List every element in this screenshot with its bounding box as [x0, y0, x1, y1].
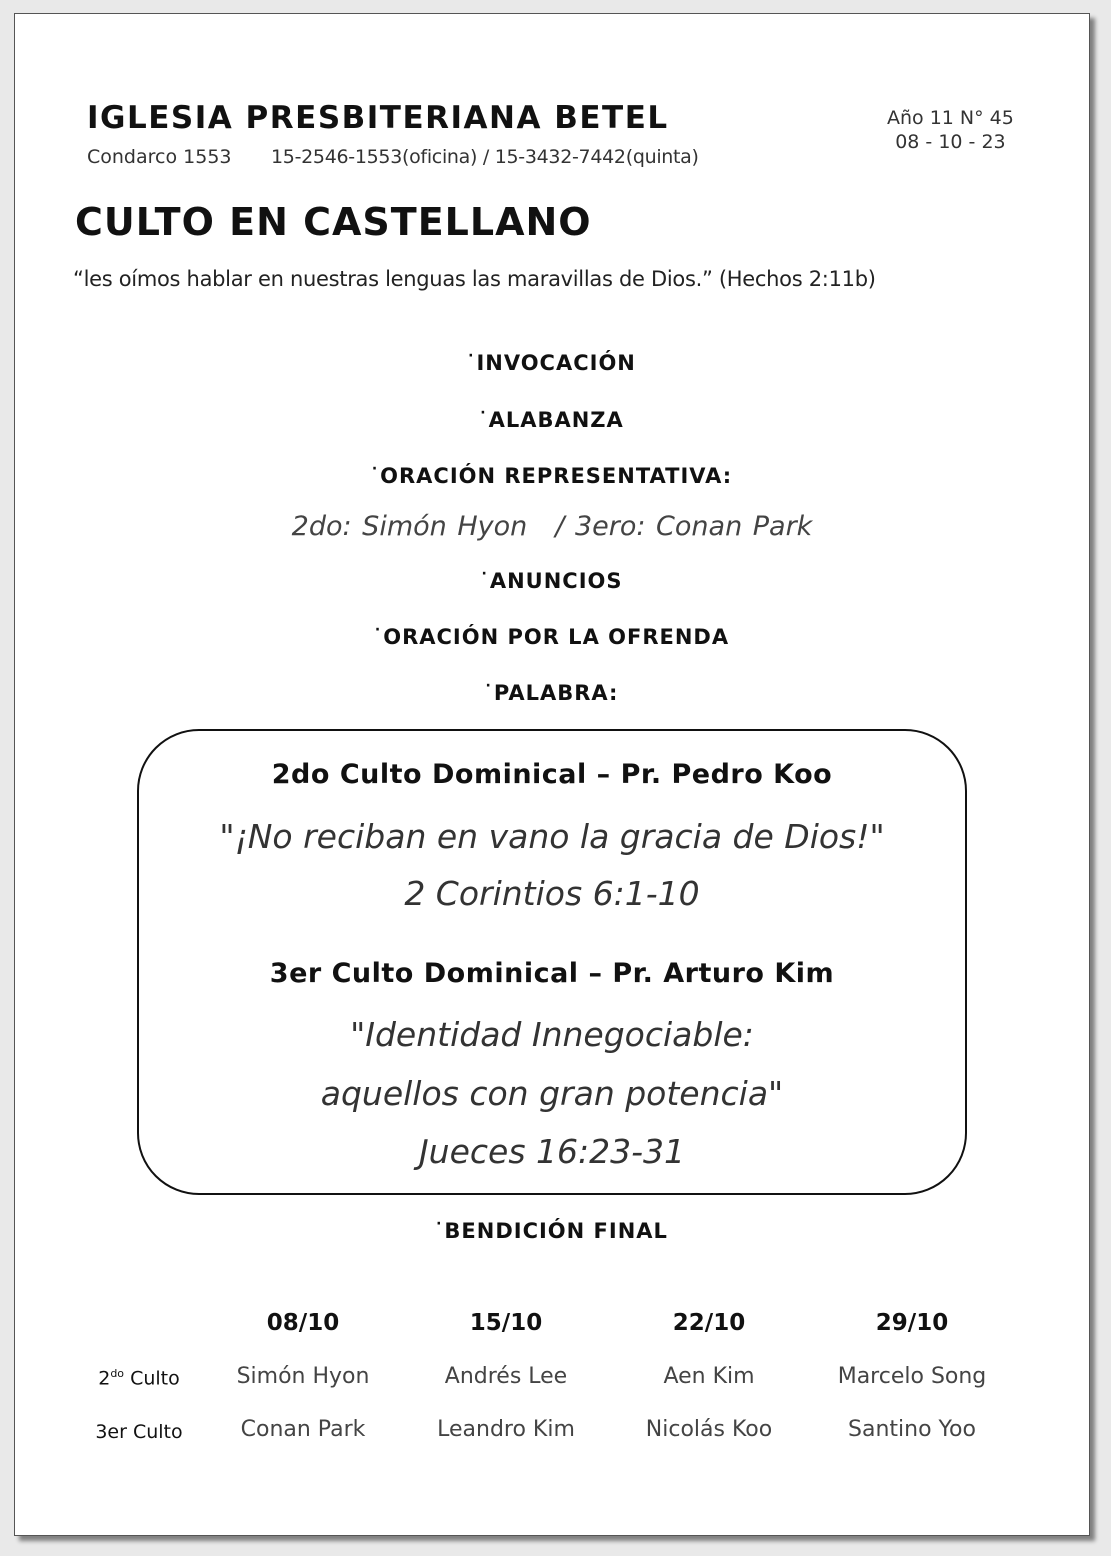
bullet: · [485, 678, 492, 694]
schedule-label-2do [69, 1367, 209, 1389]
order-label: PALABRA: [493, 681, 619, 705]
schedule-cell: Simón Hyon [236, 1364, 370, 1389]
issue-date: 08 - 10 - 23 [895, 131, 1006, 153]
schedule-cell: Nicolás Koo [645, 1417, 773, 1442]
label-main: 2 [98, 1367, 111, 1390]
sermon-1-reference: 2 Corintios 6:1-10 [404, 874, 700, 913]
schedule-cell: Marcelo Song [837, 1364, 987, 1389]
order-offering-prayer [15, 622, 1089, 649]
schedule-date: 22/10 [672, 1310, 746, 1336]
issue-info [887, 106, 1014, 154]
sermon-1-title: "¡No reciban en vano la gracia de Dios!" [219, 817, 885, 856]
schedule-cell: Santino Yoo [848, 1417, 976, 1442]
order-invocation [15, 348, 1089, 375]
order-word [15, 678, 1089, 705]
order-announcements [15, 566, 1089, 593]
schedule-label-3er: 3er Culto [95, 1421, 183, 1443]
service-title: CULTO EN CASTELLANO [75, 200, 592, 244]
order-label: INVOCACIÓN [476, 351, 636, 375]
order-label: BENDICIÓN FINAL [444, 1219, 668, 1243]
reps-3ero: / 3ero: Conan Park [555, 511, 813, 542]
label-rest: Culto [124, 1367, 180, 1390]
bullet: · [371, 461, 379, 477]
schedule-date: 29/10 [875, 1310, 949, 1336]
label-sup: do [110, 1367, 125, 1380]
schedule-cell: Conan Park [240, 1417, 366, 1442]
order-label: ORACIÓN POR LA OFRENDA [383, 625, 730, 649]
bullet: · [468, 348, 475, 364]
issue-number: Año 11 N° 45 [887, 107, 1014, 129]
sermon-2-preacher: 3er Culto Dominical – Pr. Arturo Kim [269, 958, 835, 989]
reps-2do: 2do: Simón Hyon [291, 511, 528, 542]
bullet: · [374, 622, 382, 638]
schedule-cell: Leandro Kim [437, 1417, 575, 1442]
church-address: Condarco 1553 [87, 146, 232, 168]
representative-prayer-names [15, 511, 1089, 542]
order-praise [15, 405, 1089, 432]
order-label: ALABANZA [488, 408, 624, 432]
church-phones: 15-2546-1553(oficina) / 15-3432-7442(quinta) [271, 146, 699, 168]
epigraph-quote: “les oímos hablar en nuestras lenguas las maravillas de Dios.” (Hechos 2:11b) [73, 267, 876, 291]
order-label: ORACIÓN REPRESENTATIVA: [380, 464, 733, 488]
order-benediction [15, 1216, 1089, 1243]
bulletin-page [14, 13, 1090, 1536]
bullet: · [436, 1216, 443, 1232]
schedule-cell: Andrés Lee [444, 1364, 568, 1389]
sermon-1-preacher: 2do Culto Dominical – Pr. Pedro Koo [271, 759, 833, 790]
schedule-cell: Aen Kim [663, 1364, 755, 1389]
schedule-date: 08/10 [266, 1310, 340, 1336]
sermon-2-title-line2: aquellos con gran potencia" [320, 1074, 784, 1113]
order-label: ANUNCIOS [489, 569, 623, 593]
sermon-2-reference: Jueces 16:23-31 [418, 1132, 686, 1171]
bullet: · [481, 566, 488, 582]
bullet: · [480, 405, 487, 421]
church-name: IGLESIA PRESBITERIANA BETEL [87, 100, 669, 136]
sermon-2-title-line1: "Identidad Innegociable: [350, 1015, 754, 1054]
order-representative-prayer [15, 461, 1089, 488]
schedule-date: 15/10 [469, 1310, 543, 1336]
